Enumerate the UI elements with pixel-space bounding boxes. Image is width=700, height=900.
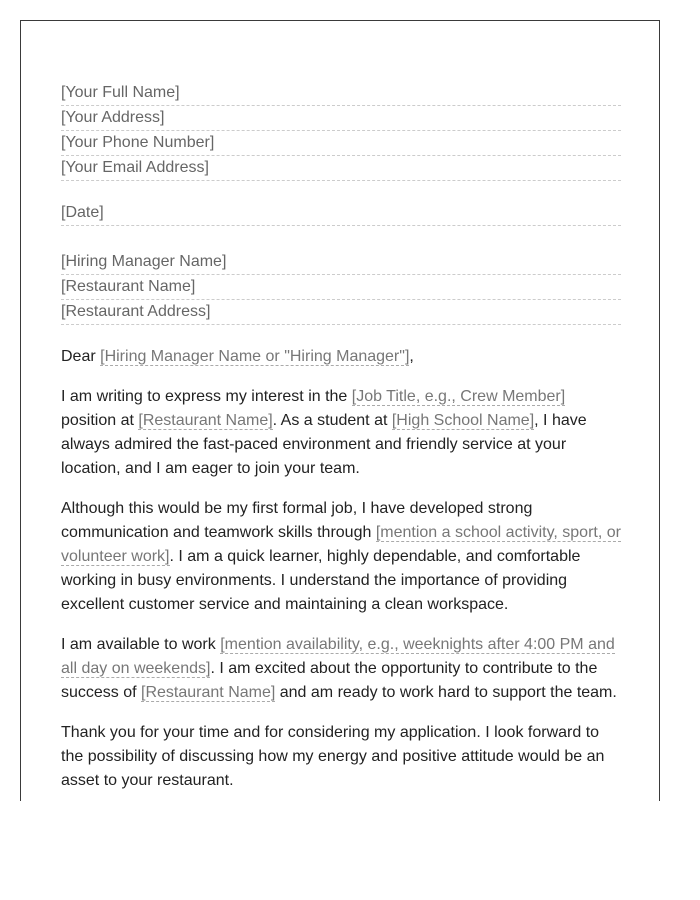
letter-content — [61, 81, 621, 793]
sender-block — [61, 81, 621, 181]
high-school-placeholder[interactable]: [High School Name] — [391, 412, 535, 429]
paragraph-text: I am available to work — [61, 636, 221, 653]
paragraph-text: . I am a quick learner, highly dependable, and comfortable working in busy environments. I understand the importance of providing excellent customer service and maintaining a clean workspace. — [61, 548, 581, 613]
sender-phone-field[interactable]: [Your Phone Number] — [61, 131, 621, 156]
salutation-suffix: , — [409, 348, 414, 365]
paragraph-text: . I am excited about the opportunity to contribute to the success of — [61, 660, 598, 701]
restaurant-name-placeholder[interactable]: [Restaurant Name] — [141, 684, 276, 701]
restaurant-name-placeholder[interactable]: [Restaurant Name] — [138, 412, 273, 429]
paragraph-text: . As a student at — [272, 412, 392, 429]
paragraph-availability — [61, 633, 621, 705]
date-field[interactable]: [Date] — [61, 201, 621, 226]
sender-address-field[interactable]: [Your Address] — [61, 106, 621, 131]
salutation-placeholder[interactable]: [Hiring Manager Name or "Hiring Manager"] — [100, 348, 410, 365]
recipient-address-field[interactable]: [Restaurant Address] — [61, 300, 621, 325]
recipient-restaurant-field[interactable]: [Restaurant Name] — [61, 275, 621, 300]
activity-placeholder[interactable]: [mention a school activity, sport, or volunteer work] — [61, 524, 621, 565]
job-title-placeholder[interactable]: [Job Title, e.g., Crew Member] — [351, 388, 566, 405]
paragraph-text: I am writing to express my interest in the — [61, 388, 352, 405]
paragraph-text: Thank you for your time and for considering my application. I look forward to the possibility of discussing how my energy and positive attitude would be an asset to your restaurant. — [61, 724, 605, 789]
sender-email-field[interactable]: [Your Email Address] — [61, 156, 621, 181]
paragraph-closing — [61, 721, 621, 793]
paragraph-text: , I have always admired the fast-paced environment and friendly service at your location, and I am eager to join your team. — [61, 412, 587, 477]
salutation-prefix: Dear — [61, 348, 101, 365]
recipient-manager-field[interactable]: [Hiring Manager Name] — [61, 250, 621, 275]
paragraph-skills — [61, 497, 621, 617]
salutation — [61, 345, 621, 369]
recipient-block — [61, 250, 621, 325]
paragraph-text: Although this would be my first formal job, I have developed strong communication and teamwork skills through — [61, 500, 533, 541]
availability-placeholder[interactable]: [mention availability, e.g., weeknights after 4:00 PM and all day on weekends] — [61, 636, 615, 677]
paragraph-text: and am ready to work hard to support the team. — [275, 684, 617, 701]
paragraph-intro — [61, 385, 621, 481]
sender-name-field[interactable]: [Your Full Name] — [61, 81, 621, 106]
letter-page — [20, 20, 660, 801]
paragraph-text: position at — [61, 412, 139, 429]
